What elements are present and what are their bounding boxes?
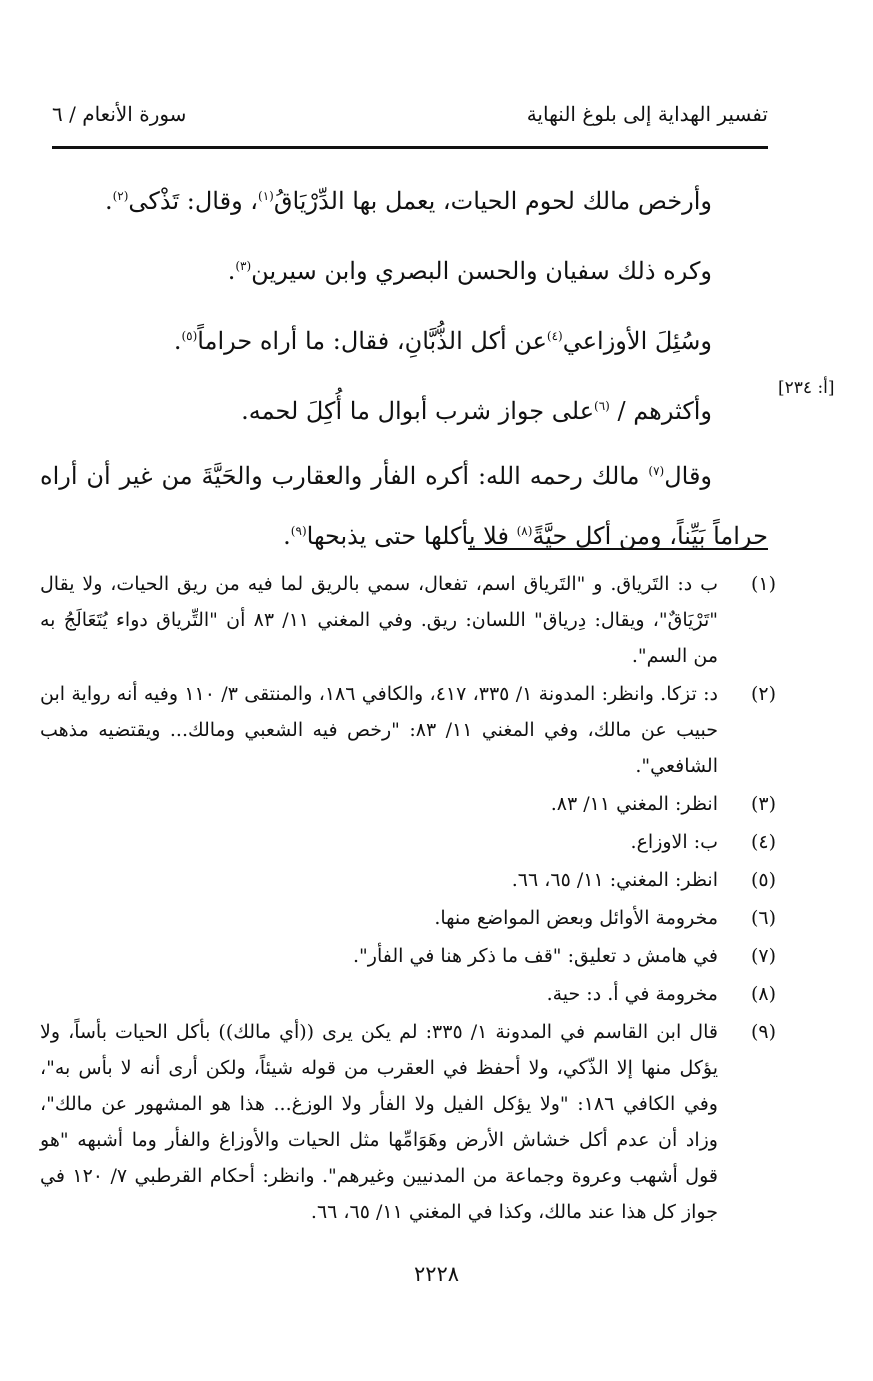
footnote-5 [40,862,776,898]
footnote-marker: (٣) [235,259,252,273]
footnote-marker: (٢) [112,189,129,203]
text-segment: وسُئِلَ الأوزاعي [562,327,712,355]
footnote-text: في هامش د تعليق: "قف ما ذكر هنا في الفأر". [353,945,718,967]
footnote-4 [40,824,776,860]
footnote-number: (٩) [750,1021,776,1043]
paragraph-1 [40,166,768,236]
footnote-6 [40,900,776,936]
footnote-1 [40,566,776,674]
footnote-marker: (٦) [594,399,610,413]
margin-manuscript-ref: [أ: ٢٣٤] [778,378,835,398]
footnote-number: (٦) [750,907,776,929]
page-number: ٢٢٢٨ [413,1262,460,1286]
footnote-marker: (١) [258,189,274,203]
running-header [52,102,768,138]
text-segment: فلا يأكلها حتى يذبحها [306,522,517,550]
header-rule [52,146,768,149]
footnote-number: (٤) [750,831,776,853]
text-segment: عن أكل الذُّبَّانِ، فقال: ما أراه حراماً [197,327,547,355]
text-segment: على جواز شرب أبوال ما أُكِلَ لحمه. [241,397,595,425]
footnote-text: ب د: التَرياق. و "التَرياق اسم، تفعال، سمي بالريق لما فيه من ريق الحيات، ولا يقال "تَرْيَاقٌ"، ويقال: دِرياق" اللسان: ريق. وفي المغني ١١/ ٨٣ أن "التِّرياق دواء يُتَعَالَجُ به من السم". [40,573,718,667]
text-segment: . [173,327,182,355]
footnote-marker: (٧) [648,464,665,478]
footnote-number: (١) [750,573,776,595]
text-segment: وقال [664,462,713,490]
text-segment: وأرخص مالك لحوم الحيات، يعمل بها الدِّرْيَاقُ [273,187,712,215]
footnote-separator [468,548,768,550]
footnote-text: قال ابن القاسم في المدونة ١/ ٣٣٥: لم يكن يرى ((أي مالك)) بأكل الحيات بأساً، ولا يؤكل منها إلا الذّكي، ولا أحفظ في العقرب من قوله شيئاً، ولكن أرى أنه لا بأس به"، وفي الكافي ١٨٦: "ولا يؤكل الفيل ولا الفأر ولا الوزغ... هذا هو المشهور عن مالك"، وزاد أن عدم أكل خشاش الأرض وهَوَامِّها مثل الحيات والأوزاغ والفأر وما أشبهه "هو قول أشهب وعروة وجماعة من المدنيين وغيرهم". وانظر: أحكام القرطبي ٧/ ١٢٠ في جواز كل هذا عند مالك، وكذا في المغني ١١/ ٦٥، ٦٦. [40,1021,718,1223]
sura-label: سورة الأنعام / ٦ [52,102,187,126]
footnote-9 [40,1014,776,1230]
footnote-text: مخرومة في أ. د: حية. [546,983,718,1005]
footnote-marker: (٩) [290,524,307,538]
footnote-text: انظر: المغني: ١١/ ٦٥، ٦٦. [511,869,718,891]
footnote-text: مخرومة الأوائل وبعض المواضع منها. [434,907,718,929]
text-segment: ، وقال: تَذْكى [128,187,259,215]
footnote-text: ب: الاوزاع. [630,831,718,853]
text-segment: وأكثرهم / [609,397,712,425]
footnote-marker: (٥) [181,329,198,343]
footnote-number: (٨) [750,983,776,1005]
footnote-number: (٣) [750,793,776,815]
text-segment: . [227,257,236,285]
footnote-number: (٢) [750,683,776,705]
footnote-2 [40,676,776,784]
main-text [40,166,768,566]
footnote-8 [40,976,776,1012]
footnote-number: (٥) [750,869,776,891]
footnote-text: انظر: المغني ١١/ ٨٣. [550,793,718,815]
text-segment: وكره ذلك سفيان والحسن البصري وابن سيرين [251,257,712,285]
book-title: تفسير الهداية إلى بلوغ النهاية [526,102,768,126]
footnote-marker: (٤) [546,329,563,343]
paragraph-3 [40,306,768,376]
footnote-3 [40,786,776,822]
footnote-marker: (٨) [516,524,533,538]
footnotes [40,566,776,1232]
paragraph-4 [40,376,768,446]
text-segment: . [104,187,113,215]
text-segment: مالك رحمه الله: أكره الفأر والعقارب والحَيَّةَ من غير أن أراه حراماً بَيِّناً، ومن أكل حيَّةً [40,462,768,550]
footnote-7 [40,938,776,974]
footnote-number: (٧) [750,945,776,967]
footnote-text: د: تزكا. وانظر: المدونة ١/ ٣٣٥، ٤١٧، والكافي ١٨٦، والمنتقى ٣/ ١١٠ وفيه أنه رواية ابن حبيب عن مالك، وفي المغني ١١/ ٨٣: "رخص فيه الشعبي ومالك... ويقتضيه مذهب الشافعي". [40,683,719,777]
text-segment: . [283,522,291,550]
paragraph-2 [40,236,768,306]
